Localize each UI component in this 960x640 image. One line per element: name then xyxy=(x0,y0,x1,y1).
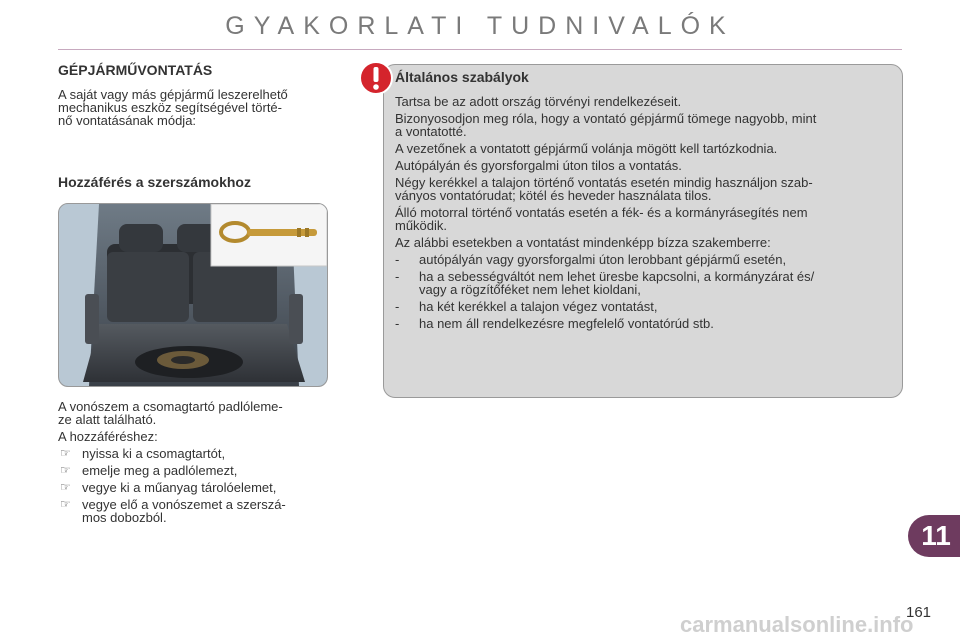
list-item: ☞ nyissa ki a csomagtartót, xyxy=(60,446,226,461)
list-item: - autópályán vagy gyorsforgalmi úton lerobbant gépjármű esetén, xyxy=(395,252,787,267)
watermark: carmanualsonline.info xyxy=(680,612,914,637)
warning-content xyxy=(395,95,891,334)
cases-list xyxy=(395,253,891,330)
steps-list xyxy=(58,447,330,524)
pointing-hand-icon: ☞ xyxy=(60,446,71,460)
intro-line: mechanikus eszköz segítségével törté- xyxy=(58,100,282,115)
warning-paragraph: Tartsa be az adott ország törvényi rendelkezéseit. xyxy=(395,94,682,109)
trunk-illustration xyxy=(59,204,327,386)
warning-paragraph: Álló motorral történő vontatás esetén a fék- és a kormányrásegítés nem működik. xyxy=(395,205,808,233)
warning-paragraph: Bizonyosodjon meg róla, hogy a vontató gépjármű tömege nagyobb, mint a vontatotté. xyxy=(395,111,817,139)
pointing-hand-icon: ☞ xyxy=(60,463,71,477)
list-item: ☞ emelje meg a padlólemezt, xyxy=(60,463,238,478)
subsection-title: Hozzáférés a szerszámokhoz xyxy=(58,174,251,190)
access-intro: A hozzáféréshez: xyxy=(58,429,158,444)
body-line: A vonószem a csomagtartó padlóleme- xyxy=(58,399,283,414)
list-item: - ha nem áll rendelkezésre megfelelő vontatórúd stb. xyxy=(395,316,714,331)
body-line: ze alatt található. xyxy=(58,412,157,427)
section-title: GÉPJÁRMŰVONTATÁS xyxy=(58,62,213,78)
pointing-hand-icon: ☞ xyxy=(60,497,71,511)
list-item: - ha a sebességváltót nem lehet üresbe kapcsolni, a kormányzárat és/ vagy a rögzítőféket nem lehet kioldani, xyxy=(395,269,815,297)
list-item: ☞ vegye ki a műanyag tárolóelemet, xyxy=(60,480,277,495)
pointing-hand-icon: ☞ xyxy=(60,480,71,494)
access-instructions xyxy=(58,400,330,528)
list-item: ☞ vegye elő a vonószemet a szerszá- mos dobozból. xyxy=(60,497,286,525)
intro-line: nő vontatásának módja: xyxy=(58,113,197,128)
header-divider xyxy=(58,49,902,50)
page-header-title: GYAKORLATI TUDNIVALÓK xyxy=(225,12,735,40)
warning-paragraph: Autópályán és gyorsforgalmi úton tilos a vontatás. xyxy=(395,158,682,173)
page-number: 161 xyxy=(906,604,932,621)
exclamation-icon xyxy=(358,60,394,96)
list-item: - ha két kerékkel a talajon végez vontatást, xyxy=(395,299,658,314)
trunk-photo xyxy=(58,203,328,387)
chapter-number: 11 xyxy=(921,520,951,551)
warning-paragraph: Az alábbi esetekben a vontatást mindenképp bízza szakemberre: xyxy=(395,235,771,250)
intro-text xyxy=(58,88,330,127)
intro-line: A saját vagy más gépjármű leszerelhető xyxy=(58,87,288,102)
warning-paragraph: A vezetőnek a vontatott gépjármű volánja mögött kell tartózkodnia. xyxy=(395,141,778,156)
warning-paragraph: Négy kerékkel a talajon történő vontatás esetén mindig használjon szab- ványos vontatórudat; kötél és heveder használata tilos. xyxy=(395,175,813,203)
warning-title: Általános szabályok xyxy=(395,69,529,85)
